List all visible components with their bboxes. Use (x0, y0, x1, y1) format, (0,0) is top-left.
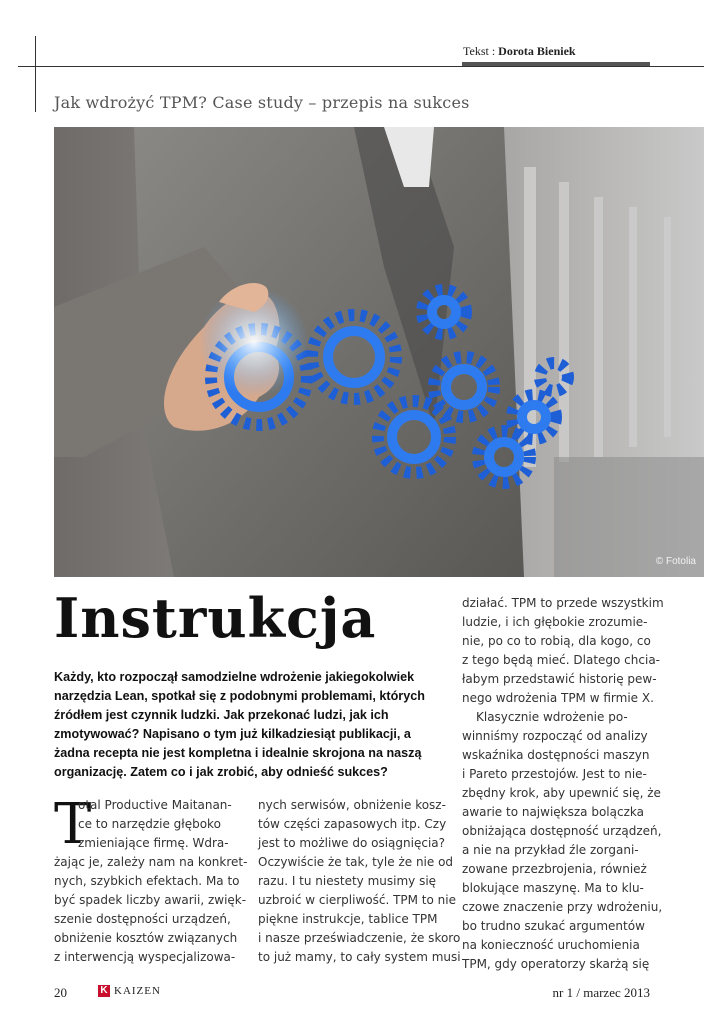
page-number: 20 (54, 985, 67, 1000)
brand-name: KAIZEN (114, 985, 161, 997)
author-credit (463, 44, 576, 59)
text-line: zbędny krok, aby upewnić się, że (462, 786, 661, 800)
text-line: obniżająca dostępność urządzeń, (462, 824, 662, 838)
author-underline-bar (462, 62, 650, 66)
issue-info: nr 1 / marzec 2013 (552, 985, 650, 1000)
text-line: TPM, gdy operatorzy skarżą się (462, 957, 650, 971)
text-line: żając je, zależy nam na konkret- (54, 855, 248, 869)
text-line: blokujące maszynę. Ma to klu- (462, 881, 644, 895)
text-line: Oczywiście że tak, tyle że nie od (258, 855, 454, 869)
text-line: bo trudno szukać argumentów (462, 919, 645, 933)
text-line: a nie na przykład źle zorgani- (462, 843, 639, 857)
text-line: otal Productive Maitanan- (78, 798, 232, 812)
text-line: zmieniające firmę. Wdra- (78, 836, 229, 850)
author-prefix: Tekst : (463, 44, 496, 58)
corner-vertical-rule (35, 36, 36, 112)
text-line: piękne instrukcje, tablice TPM (258, 912, 438, 926)
body-column-3 (462, 594, 664, 974)
text-line: nych, szybkich efektach. Ma to (54, 874, 240, 888)
text-line: wskaźnika dostępności maszyn (462, 748, 650, 762)
text-line: szenie dostępności urządzeń, (54, 912, 231, 926)
body-column-1 (54, 792, 248, 967)
text-line: obniżenie kosztów związanych (54, 931, 238, 945)
text-line: ce to narzędzie głęboko (78, 817, 221, 831)
text-line: zowane przezbrojenia, również (462, 862, 647, 876)
text-line: z interwencją wyspecjalizowa- (54, 950, 236, 964)
text-line: razu. I tu niestety musimy się (258, 874, 437, 888)
text-line: działać. TPM to przede wszystkim (462, 596, 664, 610)
text-line: tów części zapasowych itp. Czy (258, 817, 447, 831)
businessman-gears-illustration (54, 127, 704, 577)
article-title: Instrukcja (54, 586, 377, 650)
text-line: Klasycznie wdrożenie po- (476, 710, 628, 724)
article-kicker: Jak wdrożyć TPM? Case study – przepis na sukces (54, 93, 470, 112)
text-line: jest to możliwe do osiągnięcia? (258, 836, 446, 850)
text-line: winniśmy rozpocząć od analizy (462, 729, 648, 743)
author-name: Dorota Bieniek (498, 44, 576, 58)
hero-image (54, 127, 704, 577)
text-line: nego wdrożenia TPM w firmie X. (462, 691, 654, 705)
magazine-brand (98, 985, 161, 997)
text-line: to już mamy, to cały system musi (258, 950, 461, 964)
kaizen-logo-icon: K (98, 985, 110, 997)
text-line: awarie to największa bolączka (462, 805, 644, 819)
text-line: nych serwisów, obniżenie kosz- (258, 798, 446, 812)
drop-cap: T (54, 792, 92, 857)
body-column-2 (258, 796, 461, 967)
text-line: być spadek liczby awarii, zwięk- (54, 893, 247, 907)
header-rule (18, 66, 704, 67)
photo-credit: © Fotolia (655, 556, 696, 567)
text-line: ludzie, i ich głębokie zrozumie- (462, 615, 648, 629)
article-lead: Każdy, kto rozpoczął samodzielne wdrożenie jakiegokolwiek narzędzia Lean, spotkał się z podobnymi problemami, których źródłem jest czynnik ludzki. Jak przekonać ludzi, jak ich zmotywować? Napisano o tym już kilkadziesiąt publikacji, a żadna recepta nie jest kompletna i idealnie skrojona na naszą organizację. Zatem co i jak zrobić, aby odnieść sukces? (54, 670, 425, 779)
text-line: na konieczność uruchomienia (462, 938, 640, 952)
text-line: i nasze przeświadczenie, że skoro (258, 931, 461, 945)
text-line: nie, po co to robią, dla kogo, co (462, 634, 651, 648)
text-line: z tego będą mieć. Dlatego chcia- (462, 653, 660, 667)
text-line: uzbroić w cierpliwość. TPM to nie (258, 893, 456, 907)
text-line: czowe znaczenie przy wdrożeniu, (462, 900, 663, 914)
text-line: i Pareto przestojów. Jest to nie- (462, 767, 647, 781)
text-line: łabym przedstawić historię pew- (462, 672, 657, 686)
